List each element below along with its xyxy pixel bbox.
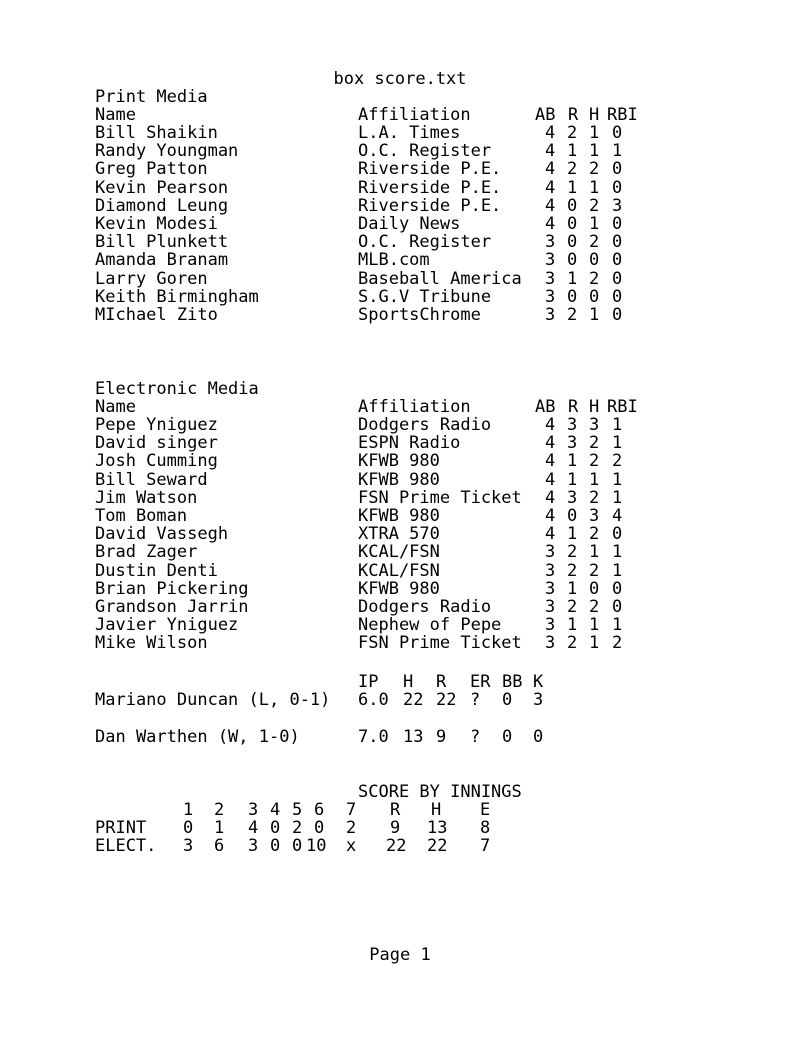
player-name: Randy Youngman: [95, 141, 239, 162]
player-name: David Vassegh: [95, 524, 229, 545]
inning-header: 1: [183, 800, 194, 820]
header-name: Name: [95, 105, 136, 125]
player-ab: 3: [545, 615, 556, 636]
player-rbi: 0: [612, 214, 623, 234]
player-ab: 3: [545, 560, 556, 581]
player-h: 2: [589, 524, 600, 545]
player-rbi: 0: [612, 177, 623, 198]
table-row: [0, 251, 800, 269]
player-name: Larry Goren: [95, 268, 208, 289]
player-h: 1: [589, 177, 600, 198]
player-name: Bill Shaikin: [95, 123, 218, 143]
player-rbi: 0: [612, 578, 623, 599]
player-rbi: 1: [612, 141, 623, 162]
header-r: R: [568, 397, 579, 417]
player-rbi: 1: [612, 433, 623, 454]
player-h: 0: [589, 250, 600, 271]
player-name: Keith Birmingham: [95, 286, 259, 307]
player-rbi: 0: [612, 524, 623, 545]
pitcher-h: 13: [403, 727, 424, 747]
innings-row-elect: [0, 837, 800, 855]
player-name: Amanda Branam: [95, 250, 229, 271]
player-r: 0: [567, 214, 578, 234]
player-r: 0: [567, 195, 578, 216]
document-title: box score.txt: [333, 69, 467, 89]
player-ab: 4: [545, 159, 556, 180]
table-row: [0, 525, 800, 543]
player-h: 3: [589, 415, 600, 435]
player-affiliation: Dodgers Radio: [358, 597, 492, 617]
player-name: Diamond Leung: [95, 195, 229, 216]
player-h: 1: [589, 469, 600, 490]
player-name: MIchael Zito: [95, 305, 218, 325]
player-ab: 4: [545, 451, 556, 472]
header-h: H: [589, 105, 600, 125]
player-r: 0: [567, 506, 578, 526]
pitcher-ip: 7.0: [358, 727, 389, 747]
innings-header-row: [0, 801, 800, 819]
pitching-header-k: K: [533, 672, 544, 692]
player-affiliation: Riverside P.E.: [358, 195, 502, 216]
player-r: 2: [567, 560, 578, 581]
player-affiliation: KCAL/FSN: [358, 560, 440, 581]
header-r: R: [568, 105, 579, 125]
player-ab: 4: [545, 177, 556, 198]
inning-header: 5: [292, 800, 303, 820]
page-number: Page 1: [369, 945, 431, 965]
player-ab: 3: [545, 597, 556, 617]
pitching-header-bb: BB: [502, 672, 523, 692]
table-row: [0, 580, 800, 598]
player-rbi: 1: [612, 487, 623, 508]
player-name: Grandson Jarrin: [95, 597, 249, 617]
player-r: 2: [567, 597, 578, 617]
electronic-media-header-row: [0, 398, 800, 416]
pitching-row: [0, 728, 800, 746]
player-h: 2: [589, 433, 600, 454]
player-affiliation: L.A. Times: [358, 123, 461, 143]
player-rbi: 1: [612, 542, 623, 563]
player-r: 1: [567, 141, 578, 162]
player-affiliation: KFWB 980: [358, 451, 440, 472]
player-r: 2: [567, 159, 578, 180]
innings-title: SCORE BY INNINGS: [358, 782, 522, 802]
player-rbi: 0: [612, 123, 623, 143]
player-ab: 3: [545, 232, 556, 253]
table-row: [0, 306, 800, 324]
pitcher-bb: 0: [502, 690, 513, 710]
table-row: [0, 562, 800, 580]
player-h: 2: [589, 597, 600, 617]
total-runs: 9: [390, 818, 401, 838]
table-row: [0, 434, 800, 452]
player-affiliation: Dodgers Radio: [358, 415, 492, 435]
player-h: 2: [589, 487, 600, 508]
header-rbi: RBI: [607, 105, 638, 125]
player-affiliation: KFWB 980: [358, 506, 440, 526]
player-name: Josh Cumming: [95, 451, 218, 472]
player-ab: 4: [545, 506, 556, 526]
player-ab: 4: [545, 433, 556, 454]
player-r: 1: [567, 615, 578, 636]
header-affiliation: Affiliation: [358, 397, 471, 417]
player-h: 1: [589, 615, 600, 636]
player-rbi: 1: [612, 560, 623, 581]
player-affiliation: SportsChrome: [358, 305, 481, 325]
player-h: 1: [589, 214, 600, 234]
player-ab: 4: [545, 195, 556, 216]
player-name: Kevin Pearson: [95, 177, 229, 198]
inning-score: 3: [248, 836, 259, 856]
table-row: [0, 142, 800, 160]
pitching-header-ip: IP: [358, 672, 379, 692]
table-row: [0, 160, 800, 178]
player-affiliation: Nephew of Pepe: [358, 615, 502, 636]
inning-score: 2: [292, 818, 303, 838]
pitcher-h: 22: [403, 690, 424, 710]
header-h: H: [589, 397, 600, 417]
player-r: 1: [567, 177, 578, 198]
inning-score: 0: [270, 836, 281, 856]
table-row: [0, 124, 800, 142]
table-row: [0, 452, 800, 470]
player-ab: 4: [545, 469, 556, 490]
player-affiliation: KCAL/FSN: [358, 542, 440, 563]
player-affiliation: KFWB 980: [358, 469, 440, 490]
player-affiliation: ESPN Radio: [358, 433, 461, 454]
table-row: [0, 471, 800, 489]
player-affiliation: FSN Prime Ticket: [358, 633, 522, 654]
player-rbi: 1: [612, 615, 623, 636]
print-media-header-row: [0, 106, 800, 124]
player-r: 1: [567, 578, 578, 599]
inning-score: 0: [183, 818, 194, 838]
player-h: 2: [589, 451, 600, 472]
player-affiliation: MLB.com: [358, 250, 430, 271]
player-affiliation: KFWB 980: [358, 578, 440, 599]
player-r: 1: [567, 469, 578, 490]
player-h: 2: [589, 159, 600, 180]
player-ab: 3: [545, 268, 556, 289]
print-media-heading: Print Media: [95, 87, 208, 107]
player-rbi: 0: [612, 159, 623, 180]
inning-score: x: [346, 836, 357, 856]
player-ab: 4: [545, 524, 556, 545]
player-name: Mike Wilson: [95, 633, 208, 654]
player-name: Kevin Modesi: [95, 214, 218, 234]
pitcher-er: ?: [470, 690, 481, 710]
player-rbi: 0: [612, 286, 623, 307]
player-ab: 4: [545, 415, 556, 435]
table-row: [0, 634, 800, 652]
player-h: 2: [589, 560, 600, 581]
player-r: 0: [567, 286, 578, 307]
player-name: Pepe Yniguez: [95, 415, 218, 435]
player-r: 2: [567, 123, 578, 143]
inning-score: 0: [292, 836, 303, 856]
runs-header: R: [390, 800, 401, 820]
player-r: 2: [567, 542, 578, 563]
player-rbi: 2: [612, 451, 623, 472]
player-h: 1: [589, 141, 600, 162]
player-rbi: 0: [612, 597, 623, 617]
player-affiliation: Daily News: [358, 214, 461, 234]
player-affiliation: Riverside P.E.: [358, 159, 502, 180]
pitcher-name: Dan Warthen (W, 1-0): [95, 727, 300, 747]
errors-header: E: [480, 800, 491, 820]
player-ab: 3: [545, 578, 556, 599]
player-affiliation: O.C. Register: [358, 232, 492, 253]
player-rbi: 0: [612, 250, 623, 271]
player-h: 2: [589, 268, 600, 289]
player-name: David singer: [95, 433, 218, 454]
player-name: Brian Pickering: [95, 578, 249, 599]
player-ab: 4: [545, 487, 556, 508]
table-row: [0, 179, 800, 197]
header-ab: AB: [535, 105, 556, 125]
pitching-header-h: H: [403, 672, 414, 692]
player-ab: 4: [545, 123, 556, 143]
total-runs: 22: [386, 836, 407, 856]
table-row: [0, 215, 800, 233]
pitcher-er: ?: [470, 727, 481, 747]
table-row: [0, 416, 800, 434]
inning-header: 3: [248, 800, 259, 820]
player-name: Brad Zager: [95, 542, 198, 563]
player-r: 3: [567, 487, 578, 508]
player-r: 1: [567, 268, 578, 289]
player-affiliation: S.G.V Tribune: [358, 286, 492, 307]
player-affiliation: Riverside P.E.: [358, 177, 502, 198]
hits-header: H: [431, 800, 442, 820]
inning-score: 4: [248, 818, 259, 838]
inning-header: 2: [214, 800, 225, 820]
player-affiliation: O.C. Register: [358, 141, 492, 162]
player-affiliation: FSN Prime Ticket: [358, 487, 522, 508]
player-h: 0: [589, 578, 600, 599]
player-affiliation: XTRA 570: [358, 524, 440, 545]
table-row: [0, 489, 800, 507]
inning-header: 4: [270, 800, 281, 820]
player-name: Greg Patton: [95, 159, 208, 180]
header-name: Name: [95, 397, 136, 417]
table-row: [0, 270, 800, 288]
inning-header: 7: [346, 800, 357, 820]
header-affiliation: Affiliation: [358, 105, 471, 125]
pitcher-k: 3: [533, 690, 544, 710]
player-ab: 3: [545, 286, 556, 307]
pitching-row: [0, 691, 800, 709]
pitcher-name: Mariano Duncan (L, 0-1): [95, 690, 331, 710]
player-h: 1: [589, 123, 600, 143]
table-row: [0, 197, 800, 215]
player-h: 1: [589, 633, 600, 654]
player-name: Tom Boman: [95, 506, 188, 526]
total-errors: 7: [480, 836, 491, 856]
player-h: 1: [589, 542, 600, 563]
pitching-header-r: R: [436, 672, 447, 692]
player-r: 0: [567, 232, 578, 253]
inning-header: 6: [314, 800, 325, 820]
table-row: [0, 616, 800, 634]
total-errors: 8: [480, 818, 491, 838]
pitcher-ip: 6.0: [358, 690, 389, 710]
player-h: 2: [589, 195, 600, 216]
player-h: 1: [589, 305, 600, 325]
pitcher-r: 22: [436, 690, 457, 710]
player-ab: 3: [545, 633, 556, 654]
player-name: Javier Yniguez: [95, 615, 239, 636]
player-h: 0: [589, 286, 600, 307]
total-hits: 22: [427, 836, 448, 856]
player-rbi: 3: [612, 195, 623, 216]
player-rbi: 0: [612, 232, 623, 253]
player-affiliation: Baseball America: [358, 268, 522, 289]
player-h: 3: [589, 506, 600, 526]
player-rbi: 0: [612, 268, 623, 289]
player-name: Bill Seward: [95, 469, 208, 490]
player-rbi: 0: [612, 305, 623, 325]
table-row: [0, 507, 800, 525]
pitching-header-er: ER: [470, 672, 491, 692]
player-rbi: 2: [612, 633, 623, 654]
player-r: 2: [567, 305, 578, 325]
electronic-media-heading: Electronic Media: [95, 379, 259, 399]
pitcher-r: 9: [436, 727, 447, 747]
player-name: Dustin Denti: [95, 560, 218, 581]
inning-score: 3: [183, 836, 194, 856]
player-ab: 3: [545, 250, 556, 271]
total-hits: 13: [427, 818, 448, 838]
innings-row-print: [0, 819, 800, 837]
player-r: 3: [567, 433, 578, 454]
player-r: 3: [567, 415, 578, 435]
header-ab: AB: [535, 397, 556, 417]
header-rbi: RBI: [607, 397, 638, 417]
pitching-header-row: [0, 673, 800, 691]
inning-score: 0: [270, 818, 281, 838]
player-rbi: 1: [612, 469, 623, 490]
pitcher-k: 0: [533, 727, 544, 747]
table-row: [0, 543, 800, 561]
player-rbi: 1: [612, 415, 623, 435]
table-row: [0, 598, 800, 616]
player-ab: 4: [545, 141, 556, 162]
player-name: Jim Watson: [95, 487, 198, 508]
inning-score: 0: [314, 818, 325, 838]
pitcher-bb: 0: [502, 727, 513, 747]
team-label: ELECT.: [95, 836, 157, 856]
player-r: 1: [567, 451, 578, 472]
player-r: 1: [567, 524, 578, 545]
table-row: [0, 288, 800, 306]
table-row: [0, 233, 800, 251]
player-rbi: 4: [612, 506, 623, 526]
inning-score: 2: [346, 818, 357, 838]
player-ab: 3: [545, 305, 556, 325]
player-r: 2: [567, 633, 578, 654]
team-label: PRINT: [95, 818, 147, 838]
player-r: 0: [567, 250, 578, 271]
inning-score: 10: [306, 836, 327, 856]
player-h: 2: [589, 232, 600, 253]
player-ab: 3: [545, 542, 556, 563]
inning-score: 6: [214, 836, 225, 856]
inning-score: 1: [214, 818, 225, 838]
player-ab: 4: [545, 214, 556, 234]
player-name: Bill Plunkett: [95, 232, 229, 253]
